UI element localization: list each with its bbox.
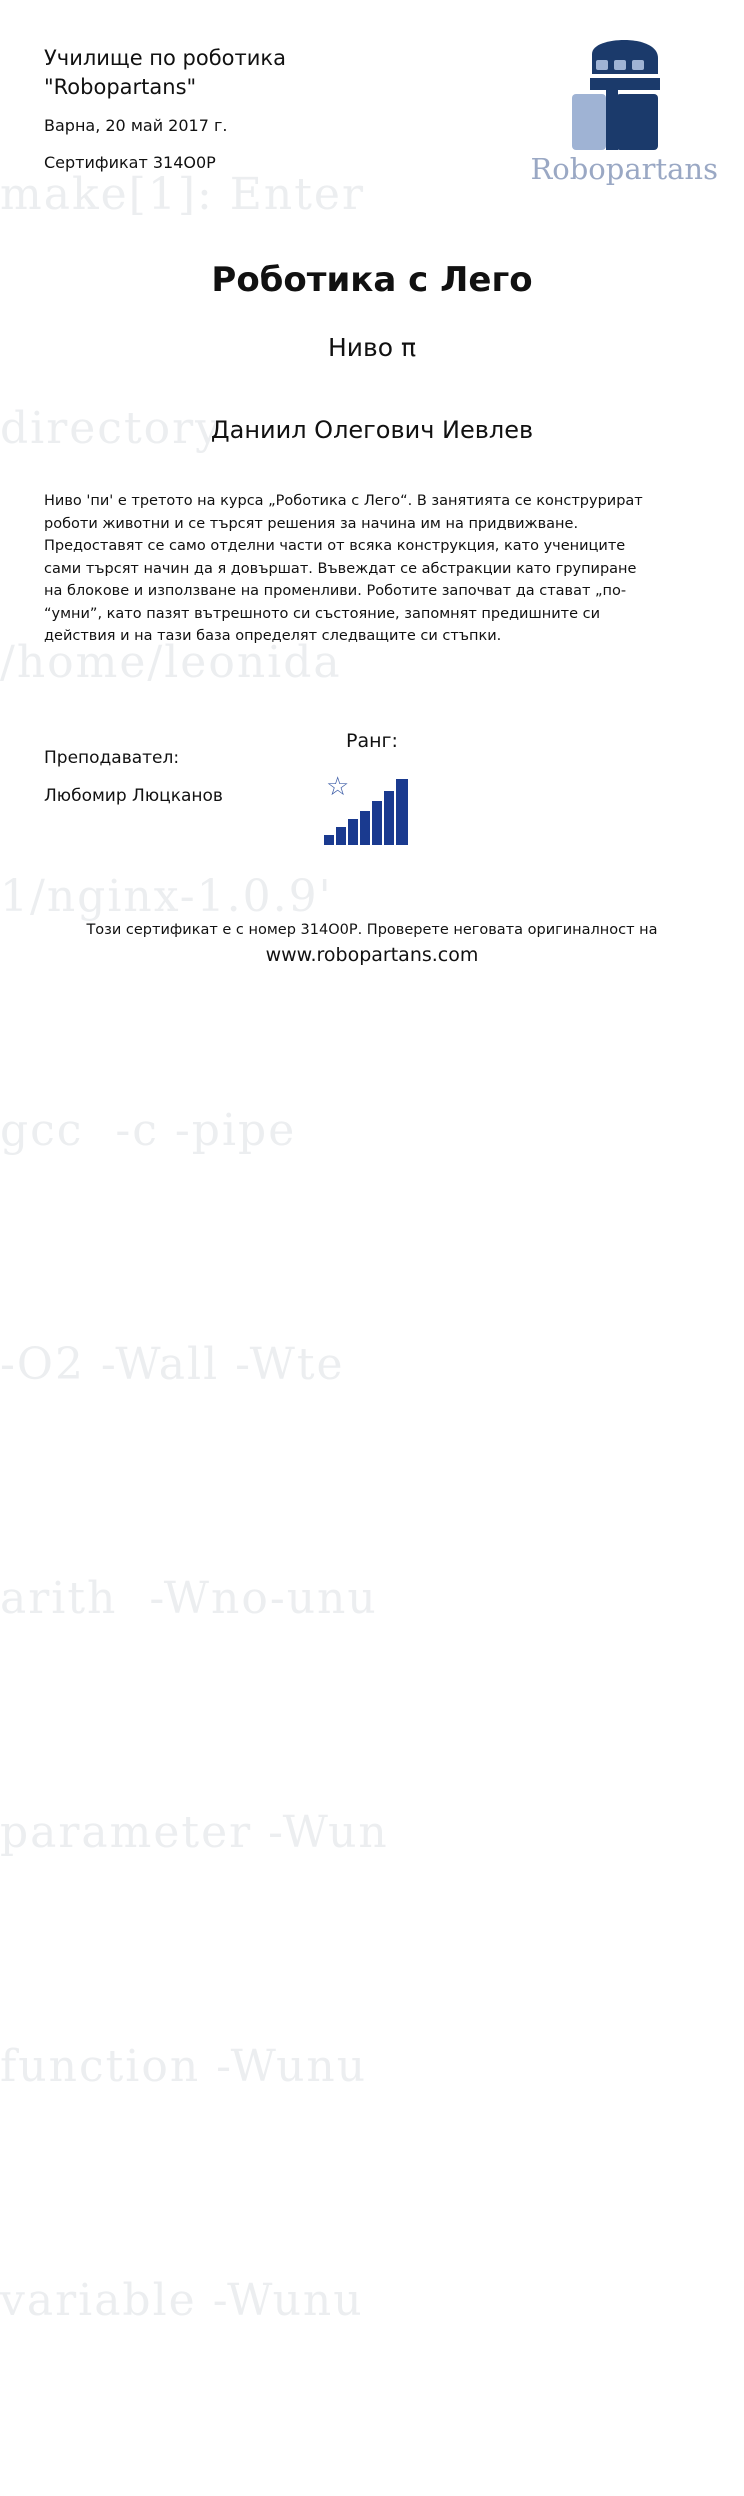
footer-website[interactable]: www.robopartans.com (265, 944, 479, 966)
footer-note: Този сертификат е с номер 314О0Р. Проверете неговата оригиналност на (86, 922, 658, 938)
rank-label: Ранг: (346, 730, 398, 752)
course-level: Ниво π (327, 333, 417, 362)
school-name-line1: Училище по роботика (44, 46, 286, 70)
certificate-header (44, 44, 504, 172)
watermark-line: parameter -Wun (0, 1807, 389, 1858)
watermark-line: -O2 -Wall -Wte (0, 1339, 345, 1390)
watermark-line: 1/nginx-1.0.9' (0, 871, 333, 922)
watermark-line: /home/leonida (0, 637, 342, 688)
rank-bar-chart (322, 765, 422, 845)
rank-star-icon: ☆ (326, 772, 350, 802)
student-name: Даниил Олегович Иевлев (210, 416, 534, 444)
brand-name: Robopartans (530, 152, 718, 186)
watermark-line: arith -Wno-unu (0, 1573, 378, 1624)
watermark-line: gcc -c -pipe (0, 1105, 297, 1156)
brand-logo (460, 40, 728, 186)
school-name-line2: "Robopartans" (44, 75, 197, 99)
robot-head-logo-icon (562, 40, 682, 152)
place-and-date: Варна, 20 май 2017 г. (44, 116, 228, 135)
certificate-number: Сертификат 314О0Р (44, 153, 216, 172)
course-title: Роботика с Лего (211, 260, 533, 300)
teacher-name: Любомир Люцканов (44, 786, 223, 806)
course-description: Ниво 'пи' е третото на курса „Роботика с Лего“. В занятията се конструрират роботи животни и се търсят решения за начина им на придвижване. Предоставят се само отделни части от всяка конструкция, като учениците сами търсят начин да я довършат. Въвеждат се абстракции като групиране на блокове и използване на променливи. Роботите започват да стават „по- “умни”, като пазят вътрешното си състояние, запомнят предишните си действия и на тази база определят следващите си стъпки. (44, 493, 643, 644)
watermark-line: variable -Wunu (0, 2275, 364, 2326)
watermark-line: function -Wunu (0, 2041, 368, 2092)
teacher-label: Преподавател: (44, 748, 180, 768)
watermark-line: make[1]: Enter (0, 169, 366, 220)
watermark-line: directory (0, 403, 223, 454)
